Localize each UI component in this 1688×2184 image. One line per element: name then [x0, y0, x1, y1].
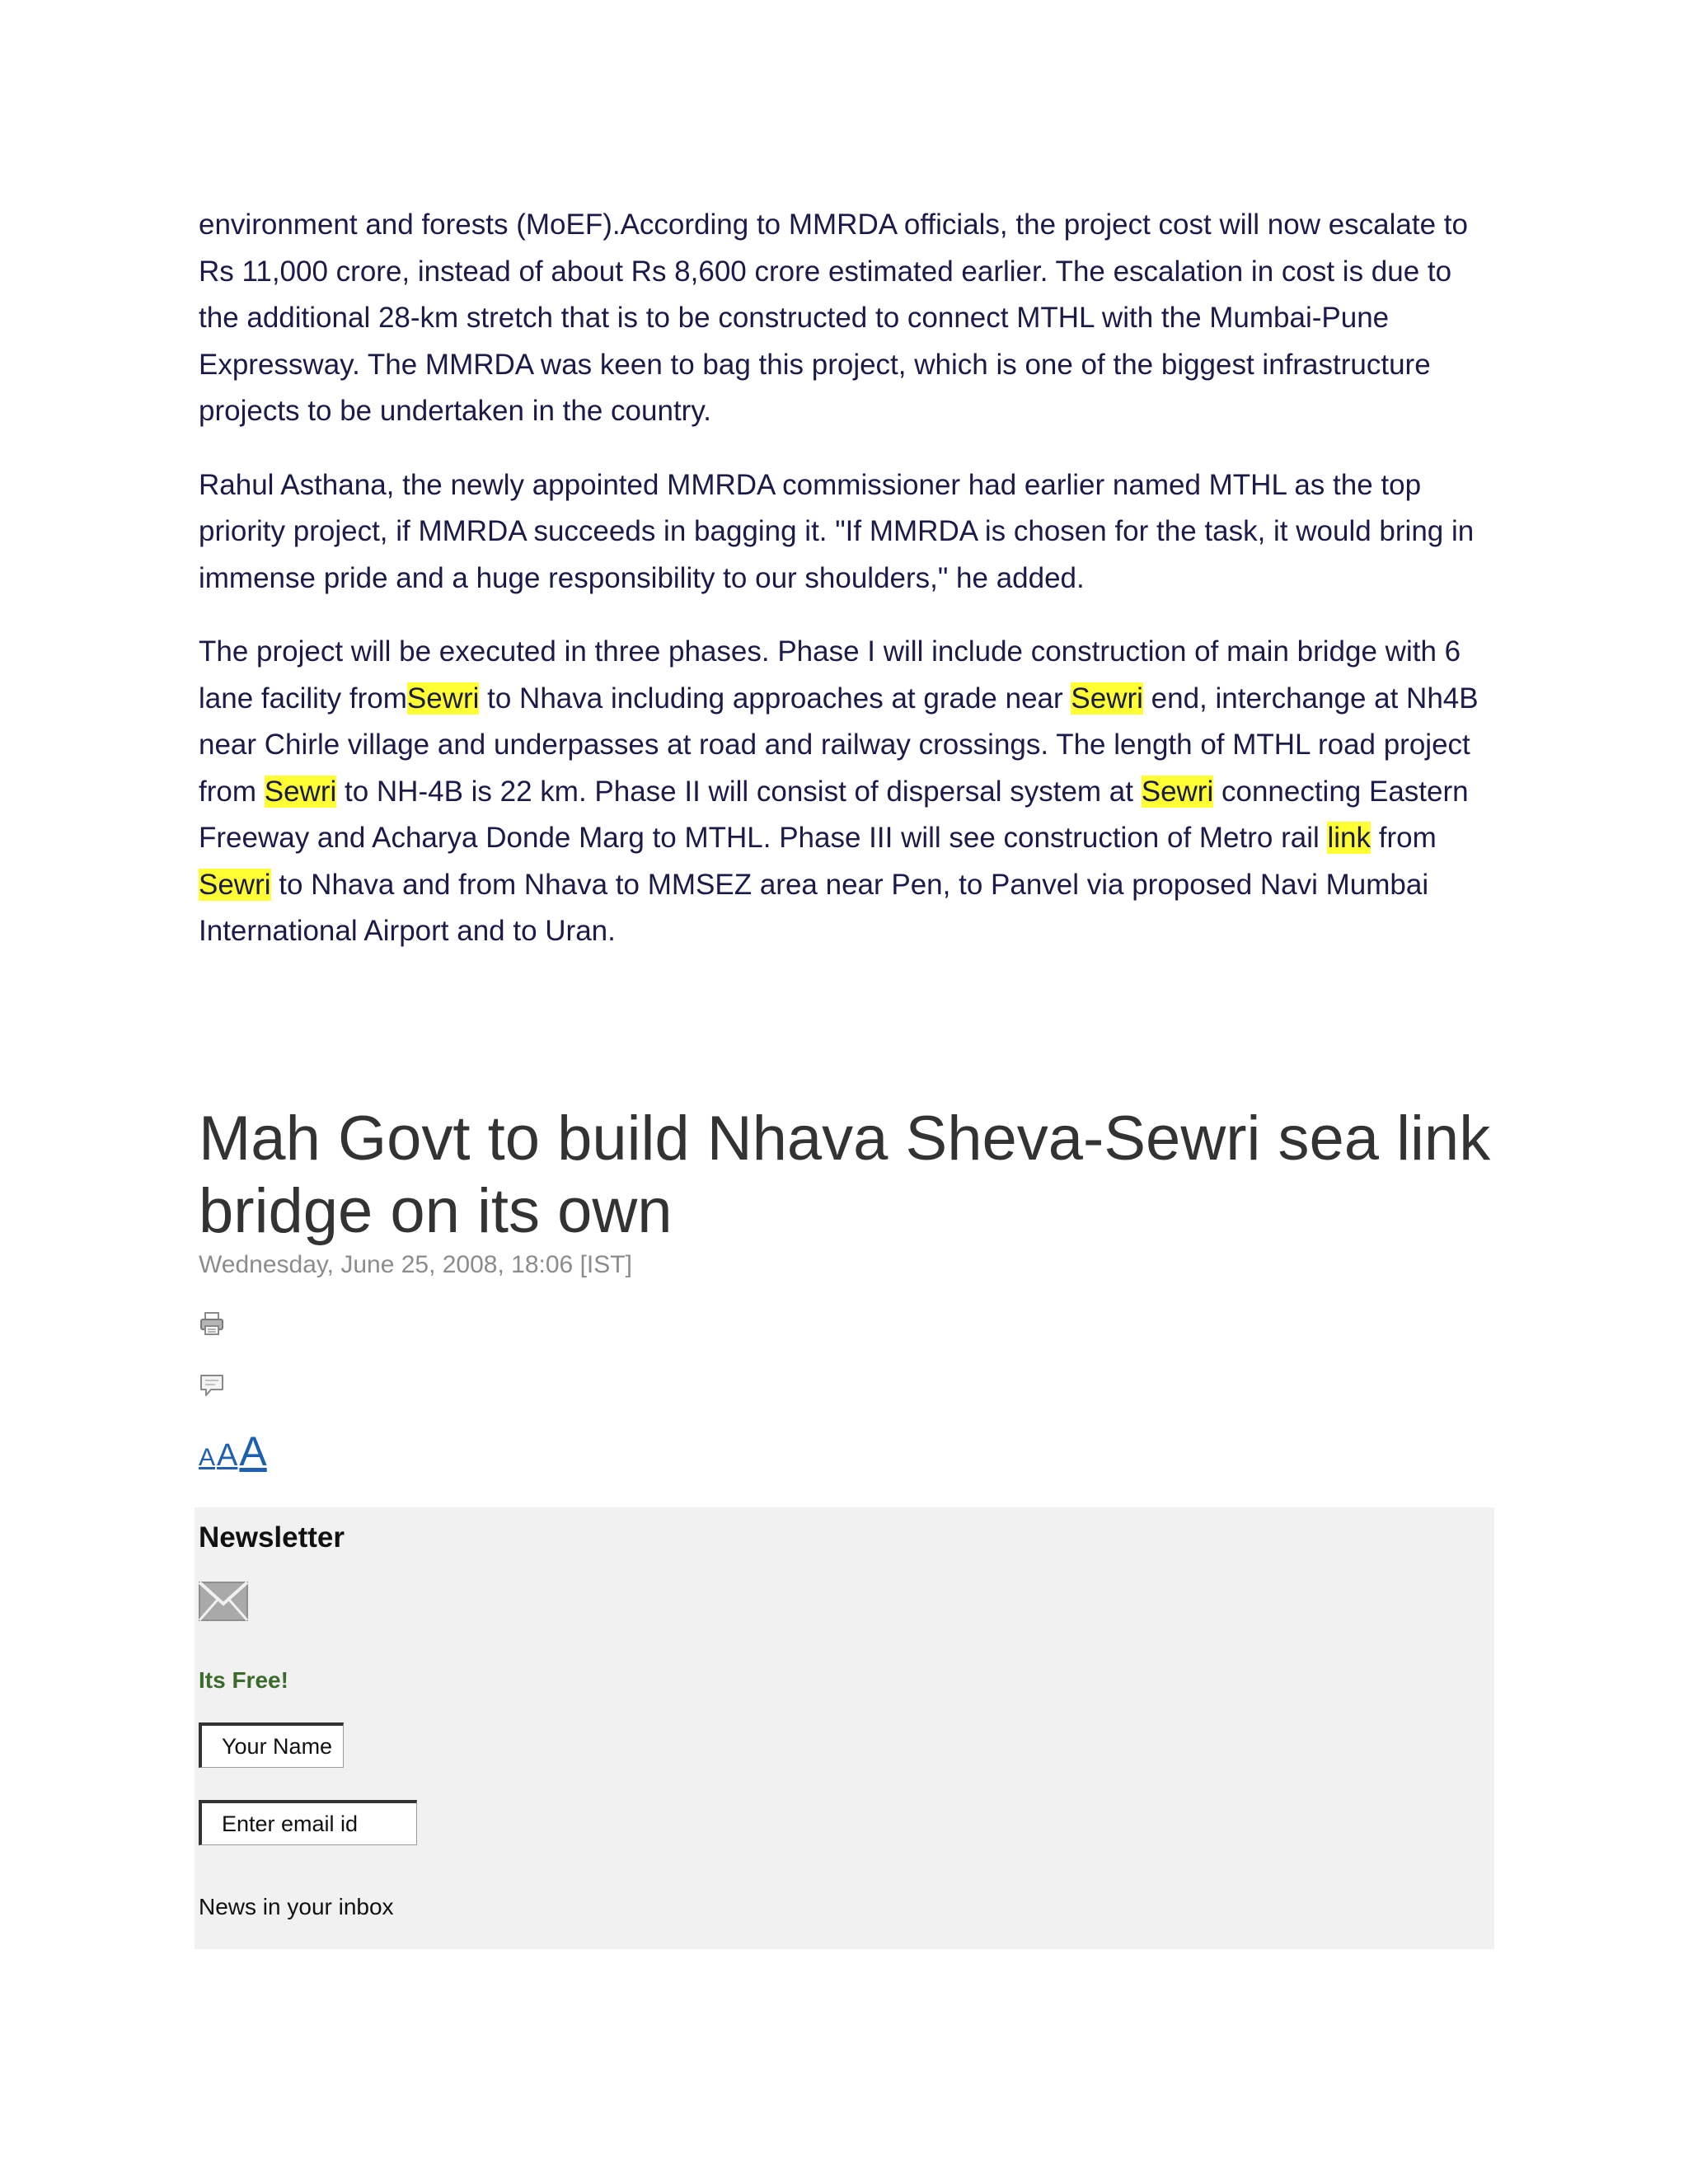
highlighted-term: Sewri	[1071, 682, 1143, 715]
highlighted-term: Sewri	[264, 775, 337, 808]
paragraph-text: connecting Eastern Freeway and Acharya Donde Marg to MTHL. Phase III will see construction of Metro rail	[199, 775, 1469, 854]
paragraph-text: The project will be executed in three phases. Phase I will include construction of main bridge with 6 lane facility from	[199, 635, 1461, 715]
paragraph-text: from	[1371, 822, 1437, 854]
paragraph-text: to Nhava and from Nhava to MMSEZ area near Pen, to Panvel via proposed Navi Mumbai International Airport and to Uran.	[199, 868, 1429, 947]
article-paragraph-1	[199, 202, 1493, 435]
envelope-icon	[199, 1582, 248, 1621]
paragraph-text: end, interchange at Nh4B near Chirle village and underpasses at road and railway crossings. The length of MTHL road project from	[199, 682, 1479, 808]
comment-icon[interactable]	[199, 1372, 225, 1399]
highlighted-term: Sewri	[406, 682, 480, 715]
article-body	[199, 202, 1493, 982]
newsletter-free-label: Its Free!	[199, 1667, 288, 1693]
printer-icon[interactable]	[199, 1310, 225, 1337]
newsletter-panel	[195, 1507, 1494, 1949]
font-size-small-link[interactable]: A	[199, 1444, 216, 1471]
paragraph-text: Rahul Asthana, the newly appointed MMRDA commissioner had earlier named MTHL as the top priority project, if MMRDA succeeds in bagging it. "If MMRDA is chosen for the task, it would bring in immense pride and a huge responsibility to our shoulders," he added.	[199, 468, 1475, 594]
font-size-large-link[interactable]: A	[239, 1428, 267, 1474]
paragraph-text: environment and forests (MoEF).According to MMRDA officials, the project cost will now escalate to Rs 11,000 crore, instead of about Rs 8,600 crore estimated earlier. The escalation in cost is due to the additional 28-km stretch that is to be constructed to connect MTHL with the Mumbai-Pune Expressway. The MMRDA was keen to bag this project, which is one of the biggest infrastructure projects to be undertaken in the country.	[199, 209, 1468, 427]
highlighted-term: Sewri	[1141, 775, 1214, 808]
newsletter-title: Newsletter	[199, 1521, 345, 1554]
font-size-medium-link[interactable]: A	[217, 1438, 238, 1473]
article-paragraph-2	[199, 462, 1493, 602]
article-paragraph-3	[199, 629, 1493, 955]
article-headline: Mah Govt to build Nhava Sheva-Sewri sea link bridge on its own	[199, 1104, 1491, 1246]
newsletter-email-input[interactable]	[199, 1800, 417, 1845]
newsletter-name-input[interactable]	[199, 1722, 344, 1768]
highlighted-term: link	[1327, 822, 1372, 854]
paragraph-text: to NH-4B is 22 km. Phase II will consist of dispersal system at	[336, 775, 1142, 808]
article-dateline: Wednesday, June 25, 2008, 18:06 [IST]	[199, 1251, 632, 1278]
paragraph-text: to Nhava including approaches at grade near	[479, 682, 1071, 715]
font-size-controls	[199, 1427, 269, 1477]
newsletter-inbox-label: News in your inbox	[199, 1894, 394, 1919]
highlighted-term: Sewri	[199, 868, 271, 901]
